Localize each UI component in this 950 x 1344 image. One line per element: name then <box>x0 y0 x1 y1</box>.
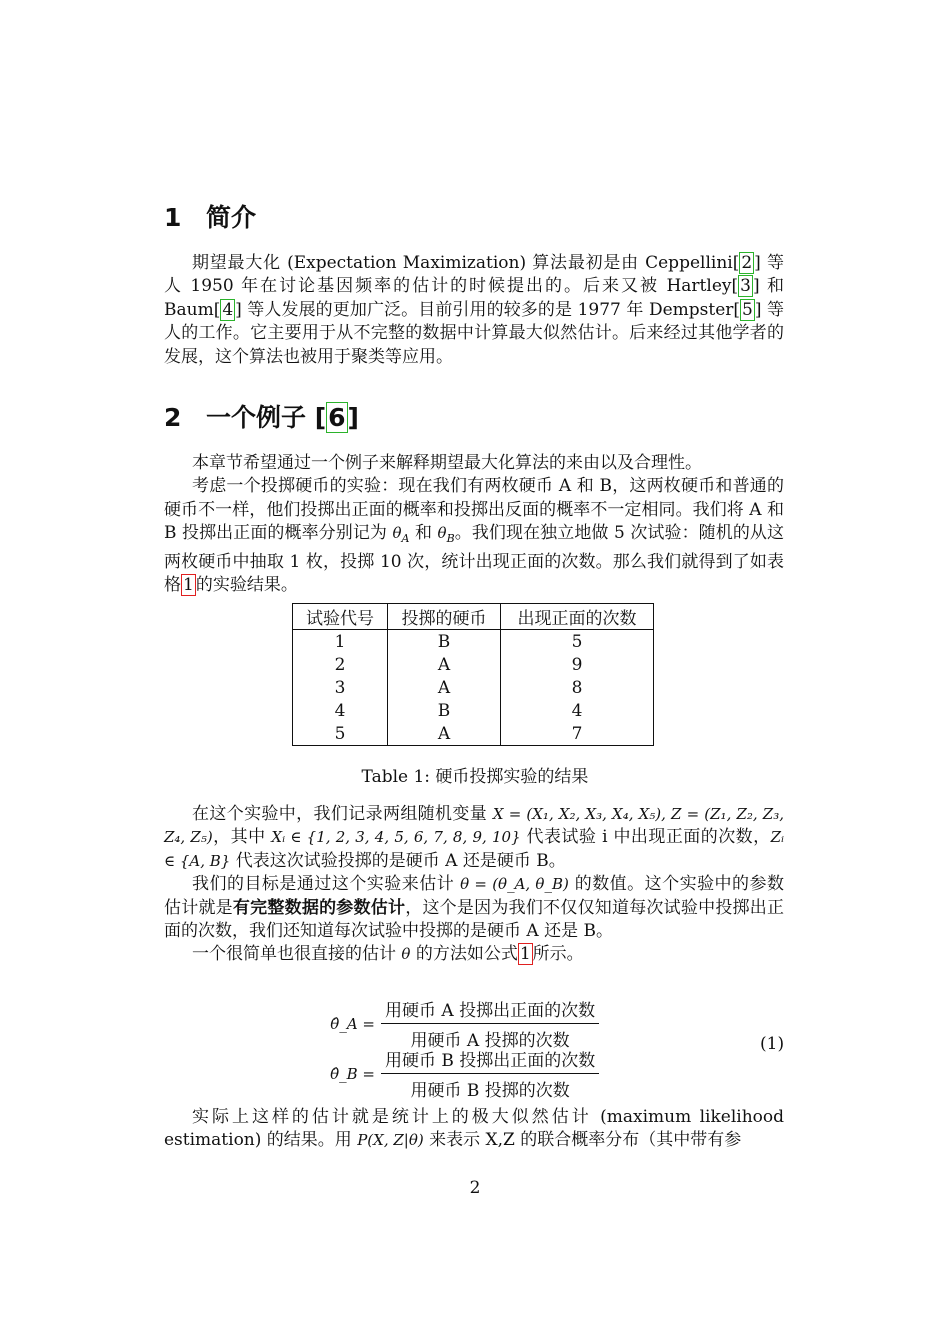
table-row <box>293 676 654 699</box>
table-cell: 1 <box>293 630 388 654</box>
equation-lhs: θ̂_A = <box>330 1014 375 1033</box>
table-cell: 3 <box>293 676 388 699</box>
math-random-variables: X = (X₁, X₂, X₃, X₄, X₅), Z = (Z₁, Z₂, Z₃, Z₄, Z₅) <box>164 805 785 847</box>
citation-link[interactable]: 4 <box>222 299 234 320</box>
variables-paragraphs <box>164 803 784 967</box>
text-run: ] 等人发展的更加广泛。目前引用的较多的是 1977 年 Dempster[ <box>235 299 741 320</box>
text-run: 代表这次试验投掷的是硬币 A 还是硬币 B。 <box>230 850 566 871</box>
section-heading-example <box>164 402 359 434</box>
page-number: 2 <box>469 1178 481 1198</box>
text-run: ] 和 Baum[ <box>164 276 784 320</box>
fraction <box>381 1046 599 1101</box>
table-cell: 8 <box>501 676 654 699</box>
numerator: 用硬币 B 投掷出正面的次数 <box>381 1046 599 1074</box>
math-theta-b: $\theta_B$ <box>437 524 455 546</box>
column-header: 试验代号 <box>293 604 388 630</box>
text-run: 考虑一个投掷硬币的实验：现在我们有两枚硬币 A 和 B，这两枚硬币和普通的硬币不一样，他们投掷出正面的概率和投掷出反面的概率不一定相同。我们将 A 和 B 投掷出正面的概率分别记为 <box>164 476 784 544</box>
example-intro: 本章节希望通过一个例子来解释期望最大化算法的来由以及合理性。 <box>192 453 702 473</box>
math-theta-pair: θ = (θ_A, θ_B) <box>460 875 569 894</box>
table-cell: 9 <box>501 653 654 676</box>
fraction <box>381 996 599 1051</box>
example-setup <box>164 475 784 597</box>
text-run: 的数值。这个实验中的参数估计就是 <box>164 874 784 918</box>
section-number: 1 <box>164 203 182 232</box>
intro-paragraph <box>164 252 784 369</box>
coin-results-table <box>292 603 654 746</box>
variables-definition <box>164 803 784 873</box>
text-run: 来表示 X,Z 的联合概率分布（其中带有参 <box>423 1130 742 1151</box>
example-paragraphs <box>164 452 784 597</box>
section-title: 一个例子 [ <box>206 403 327 432</box>
math-joint-probability: P(X, Z|θ) <box>357 1131 424 1150</box>
math-theta: θ <box>401 945 411 964</box>
text-run: 期望最大化 (Expectation Maximization) 算法最初是由 Ceppellini[ <box>192 253 740 273</box>
math-z-domain: Zᵢ ∈ {A, B} <box>164 828 785 870</box>
section-title-end: ] <box>347 403 359 432</box>
closing-paragraph <box>164 1106 784 1153</box>
citation-link[interactable]: 5 <box>742 299 753 320</box>
table-reference-link[interactable]: 1 <box>183 575 194 596</box>
table-cell: 2 <box>293 653 388 676</box>
text-run: 一个很简单也很直接的估计 <box>192 944 402 965</box>
goal-paragraph <box>164 873 784 943</box>
text-run: 。我们现在独立地做 5 次试验：随机的从这两枚硬币中抽取 1 枚，投掷 10 次，统计出现正面的次数。那么我们就得到了如表格 <box>164 523 784 596</box>
equation-reference-link[interactable]: 1 <box>519 944 531 965</box>
text-run: ，其中 <box>212 827 272 848</box>
column-header: 投掷的硬币 <box>388 604 501 630</box>
text-run: ] 等人的工作。它主要用于从不完整的数据中计算最大似然估计。后来经过其他学者的发展，这个算法也被用于聚类等应用。 <box>164 299 784 367</box>
table-row <box>293 722 654 746</box>
table-row <box>293 653 654 676</box>
table-cell: B <box>388 699 501 722</box>
text-run: 所示。 <box>532 944 584 965</box>
table-cell: 4 <box>293 699 388 722</box>
table-cell: A <box>388 722 501 746</box>
table-cell: 5 <box>501 630 654 654</box>
bold-term: 有完整数据的参数估计 <box>232 897 406 918</box>
text-run: 我们的目标是通过这个实验来估计 <box>192 874 461 895</box>
table-cell: 5 <box>293 722 388 746</box>
column-header: 出现正面的次数 <box>501 604 654 630</box>
section-title: 简介 <box>206 203 257 232</box>
text-run: 代表试验 i 中出现正面的次数， <box>520 827 771 848</box>
denominator: 用硬币 B 投掷的次数 <box>410 1081 570 1101</box>
table-header-row <box>293 604 654 630</box>
equation-lhs: θ̂_B = <box>330 1064 375 1083</box>
text-run: 的实验结果。 <box>195 575 298 596</box>
table-cell: 7 <box>501 722 654 746</box>
equation-line-a <box>330 996 599 1051</box>
citation-link[interactable]: 3 <box>740 276 751 297</box>
math-x-domain: Xᵢ ∈ {1, 2, 3, 4, 5, 6, 7, 8, 9, 10} <box>271 828 521 847</box>
text-run: ，这个是因为我们不仅仅知道每次试验中投掷出正面的次数，我们还知道每次试验中投掷的是硬币 A 还是 B。 <box>164 897 785 942</box>
table-caption: Table 1: 硬币投掷实验的结果 <box>361 767 589 787</box>
citation-link[interactable]: 2 <box>741 253 753 273</box>
numerator: 用硬币 A 投掷出正面的次数 <box>381 996 599 1024</box>
equation-line-b <box>330 1046 599 1101</box>
text-run: 在这个实验中，我们记录两组随机变量 <box>192 804 493 824</box>
estimate-paragraph <box>164 943 784 966</box>
table-row <box>293 699 654 722</box>
denominator: 用硬币 A 投掷的次数 <box>410 1031 570 1051</box>
text-run: 和 <box>409 523 438 544</box>
table-cell: B <box>388 630 501 654</box>
section-heading-intro <box>164 202 256 234</box>
citation-link[interactable]: 6 <box>328 403 346 432</box>
table-cell: A <box>388 653 501 676</box>
math-theta-a: $\theta_A$ <box>392 524 410 546</box>
section-number: 2 <box>164 403 182 432</box>
table-cell: 4 <box>501 699 654 722</box>
equation-number: (1) <box>760 1034 785 1054</box>
text-run: ] 等人 1950 年在讨论基因频率的估计的时候提出的。后来又被 Hartley[ <box>164 253 784 297</box>
text-run: 的方法如公式 <box>410 944 518 965</box>
table-cell: A <box>388 676 501 699</box>
table-row <box>293 630 654 654</box>
text-run: 实际上这样的估计就是统计上的极大似然估计 (maximum likelihood estimation) 的结果。用 <box>164 1107 784 1151</box>
